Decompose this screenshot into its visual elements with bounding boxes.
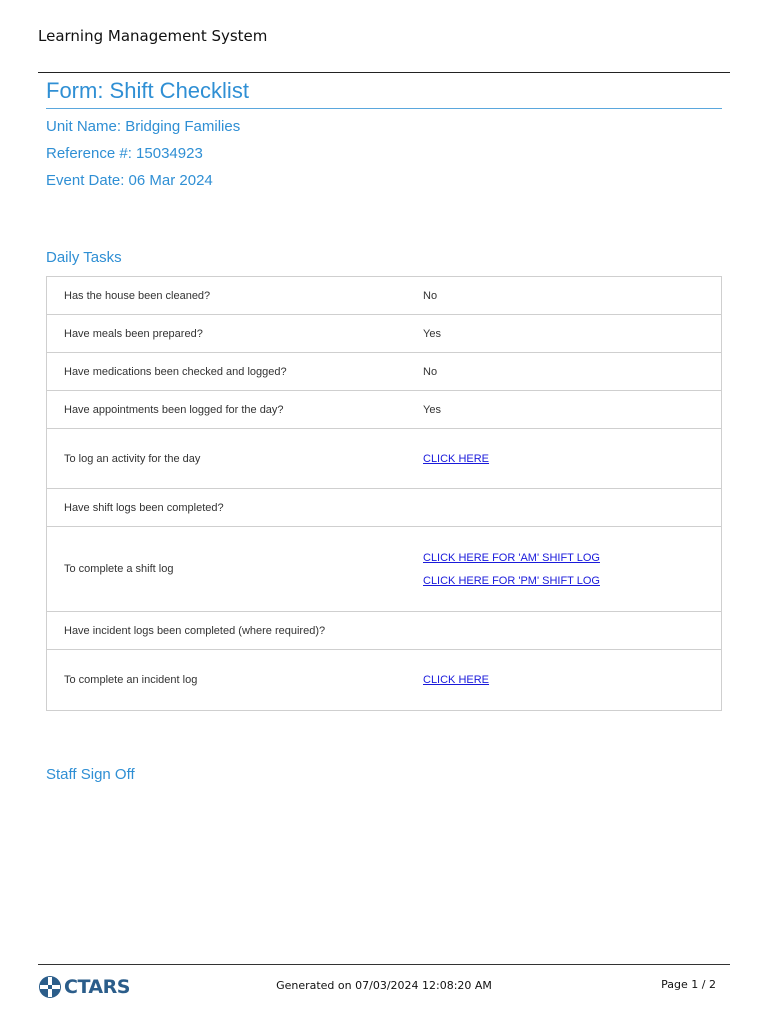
- table-row: [47, 650, 721, 710]
- table-row: [47, 353, 721, 391]
- title-underline: [46, 108, 722, 109]
- task-question: To complete a shift log: [64, 563, 174, 575]
- task-question: Have meals been prepared?: [64, 327, 203, 340]
- pm-shift-log-link[interactable]: CLICK HERE FOR 'PM' SHIFT LOG: [423, 574, 600, 587]
- section-title-staff-sign-off: Staff Sign Off: [46, 766, 135, 783]
- table-row: [47, 527, 721, 612]
- task-question: Have medications been checked and logged?: [64, 365, 287, 378]
- table-row: [47, 612, 721, 650]
- task-question: To log an activity for the day: [64, 452, 201, 465]
- incident-log-link[interactable]: CLICK HERE: [423, 674, 490, 686]
- task-answer: No: [423, 289, 438, 302]
- daily-tasks-table: [46, 276, 722, 711]
- page-number: Page 1 / 2: [661, 978, 716, 991]
- table-row: [47, 489, 721, 527]
- log-activity-link[interactable]: CLICK HERE: [423, 452, 490, 465]
- task-answer: Yes: [423, 403, 441, 416]
- task-question: Have appointments been logged for the day?: [64, 403, 284, 416]
- task-question: To complete an incident log: [64, 674, 198, 686]
- event-date: Event Date: 06 Mar 2024: [46, 172, 213, 189]
- table-row: [47, 429, 721, 489]
- section-title-daily-tasks: Daily Tasks: [46, 249, 122, 266]
- task-question: Has the house been cleaned?: [64, 289, 211, 302]
- form-title: Form: Shift Checklist: [46, 78, 249, 103]
- generated-timestamp: Generated on 07/03/2024 12:08:20 AM: [276, 979, 492, 992]
- task-question: Have shift logs been completed?: [64, 501, 224, 514]
- table-row: [47, 277, 721, 315]
- task-answer: Yes: [423, 327, 441, 340]
- reference-number: Reference #: 15034923: [46, 145, 203, 162]
- table-row: [47, 315, 721, 353]
- table-row: [47, 391, 721, 429]
- footer-divider: [38, 964, 730, 965]
- app-title: Learning Management System: [38, 27, 268, 45]
- header-divider: [38, 72, 730, 73]
- logo-text: CTARS: [64, 976, 130, 998]
- am-shift-log-link[interactable]: CLICK HERE FOR 'AM' SHIFT LOG: [423, 551, 600, 564]
- unit-name: Unit Name: Bridging Families: [46, 118, 241, 135]
- task-answer: No: [423, 365, 438, 378]
- task-question: Have incident logs been completed (where required)?: [64, 624, 326, 637]
